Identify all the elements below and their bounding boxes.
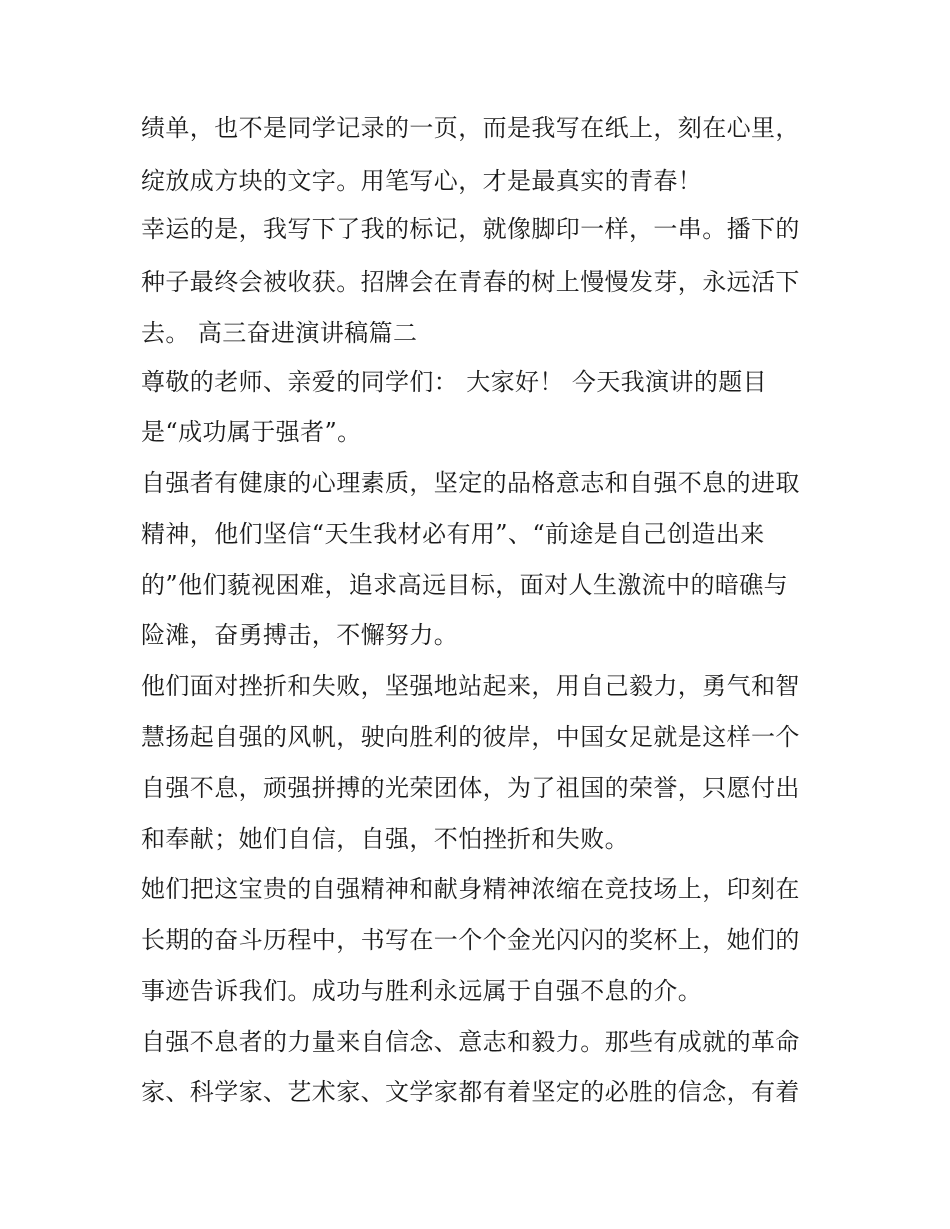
text-line: 家、科学家、艺术家、文学家都有着坚定的必胜的信念，有着	[141, 1078, 800, 1106]
text-line: 自强不息者的力量来自信念、意志和毅力。那些有成就的革命	[141, 1028, 800, 1056]
text-line: 尊敬的老师、亲爱的同学们： 大家好！ 今天我演讲的题目	[141, 368, 768, 396]
text-line: 事迹告诉我们。成功与胜利永远属于自强不息的介。	[141, 977, 703, 1005]
text-line: 自强者有健康的心理素质，坚定的品格意志和自强不息的进取	[141, 469, 800, 497]
text-line: 绽放成方块的文字。用笔写心，才是最真实的青春！	[141, 167, 703, 195]
text-line: 慧扬起自强的风帆，驶向胜利的彼岸，中国女足就是这样一个	[141, 723, 800, 751]
text-line: 长期的奋斗历程中，书写在一个个金光闪闪的奖杯上，她们的	[141, 926, 800, 954]
text-line: 绩单，也不是同学记录的一页，而是我写在纸上，刻在心里，	[141, 114, 800, 142]
text-line: 种子最终会被收获。招牌会在青春的树上慢慢发芽，永远活下	[141, 268, 800, 296]
text-line: 自强不息，顽强拼搏的光荣团体，为了祖国的荣誉，只愿付出	[141, 774, 800, 802]
text-line: 是“成功属于强者”。	[141, 418, 362, 446]
text-line: 他们面对挫折和失败，坚强地站起来，用自己毅力，勇气和智	[141, 672, 800, 700]
text-line: 精神，他们坚信“天生我材必有用”、“前途是自己创造出来	[141, 520, 765, 548]
text-line: 的”他们藐视困难，追求高远目标，面对人生激流中的暗礁与	[141, 571, 789, 599]
text-line: 和奉献；她们自信，自强，不怕挫折和失败。	[141, 825, 629, 853]
text-line: 险滩，奋勇搏击，不懈努力。	[141, 621, 459, 649]
text-line: 幸运的是，我写下了我的标记，就像脚印一样，一串。播下的	[141, 215, 800, 243]
text-line: 她们把这宝贵的自强精神和献身精神浓缩在竞技场上，印刻在	[141, 875, 800, 903]
text-line: 去。 高三奋进演讲稿篇二	[141, 319, 418, 347]
